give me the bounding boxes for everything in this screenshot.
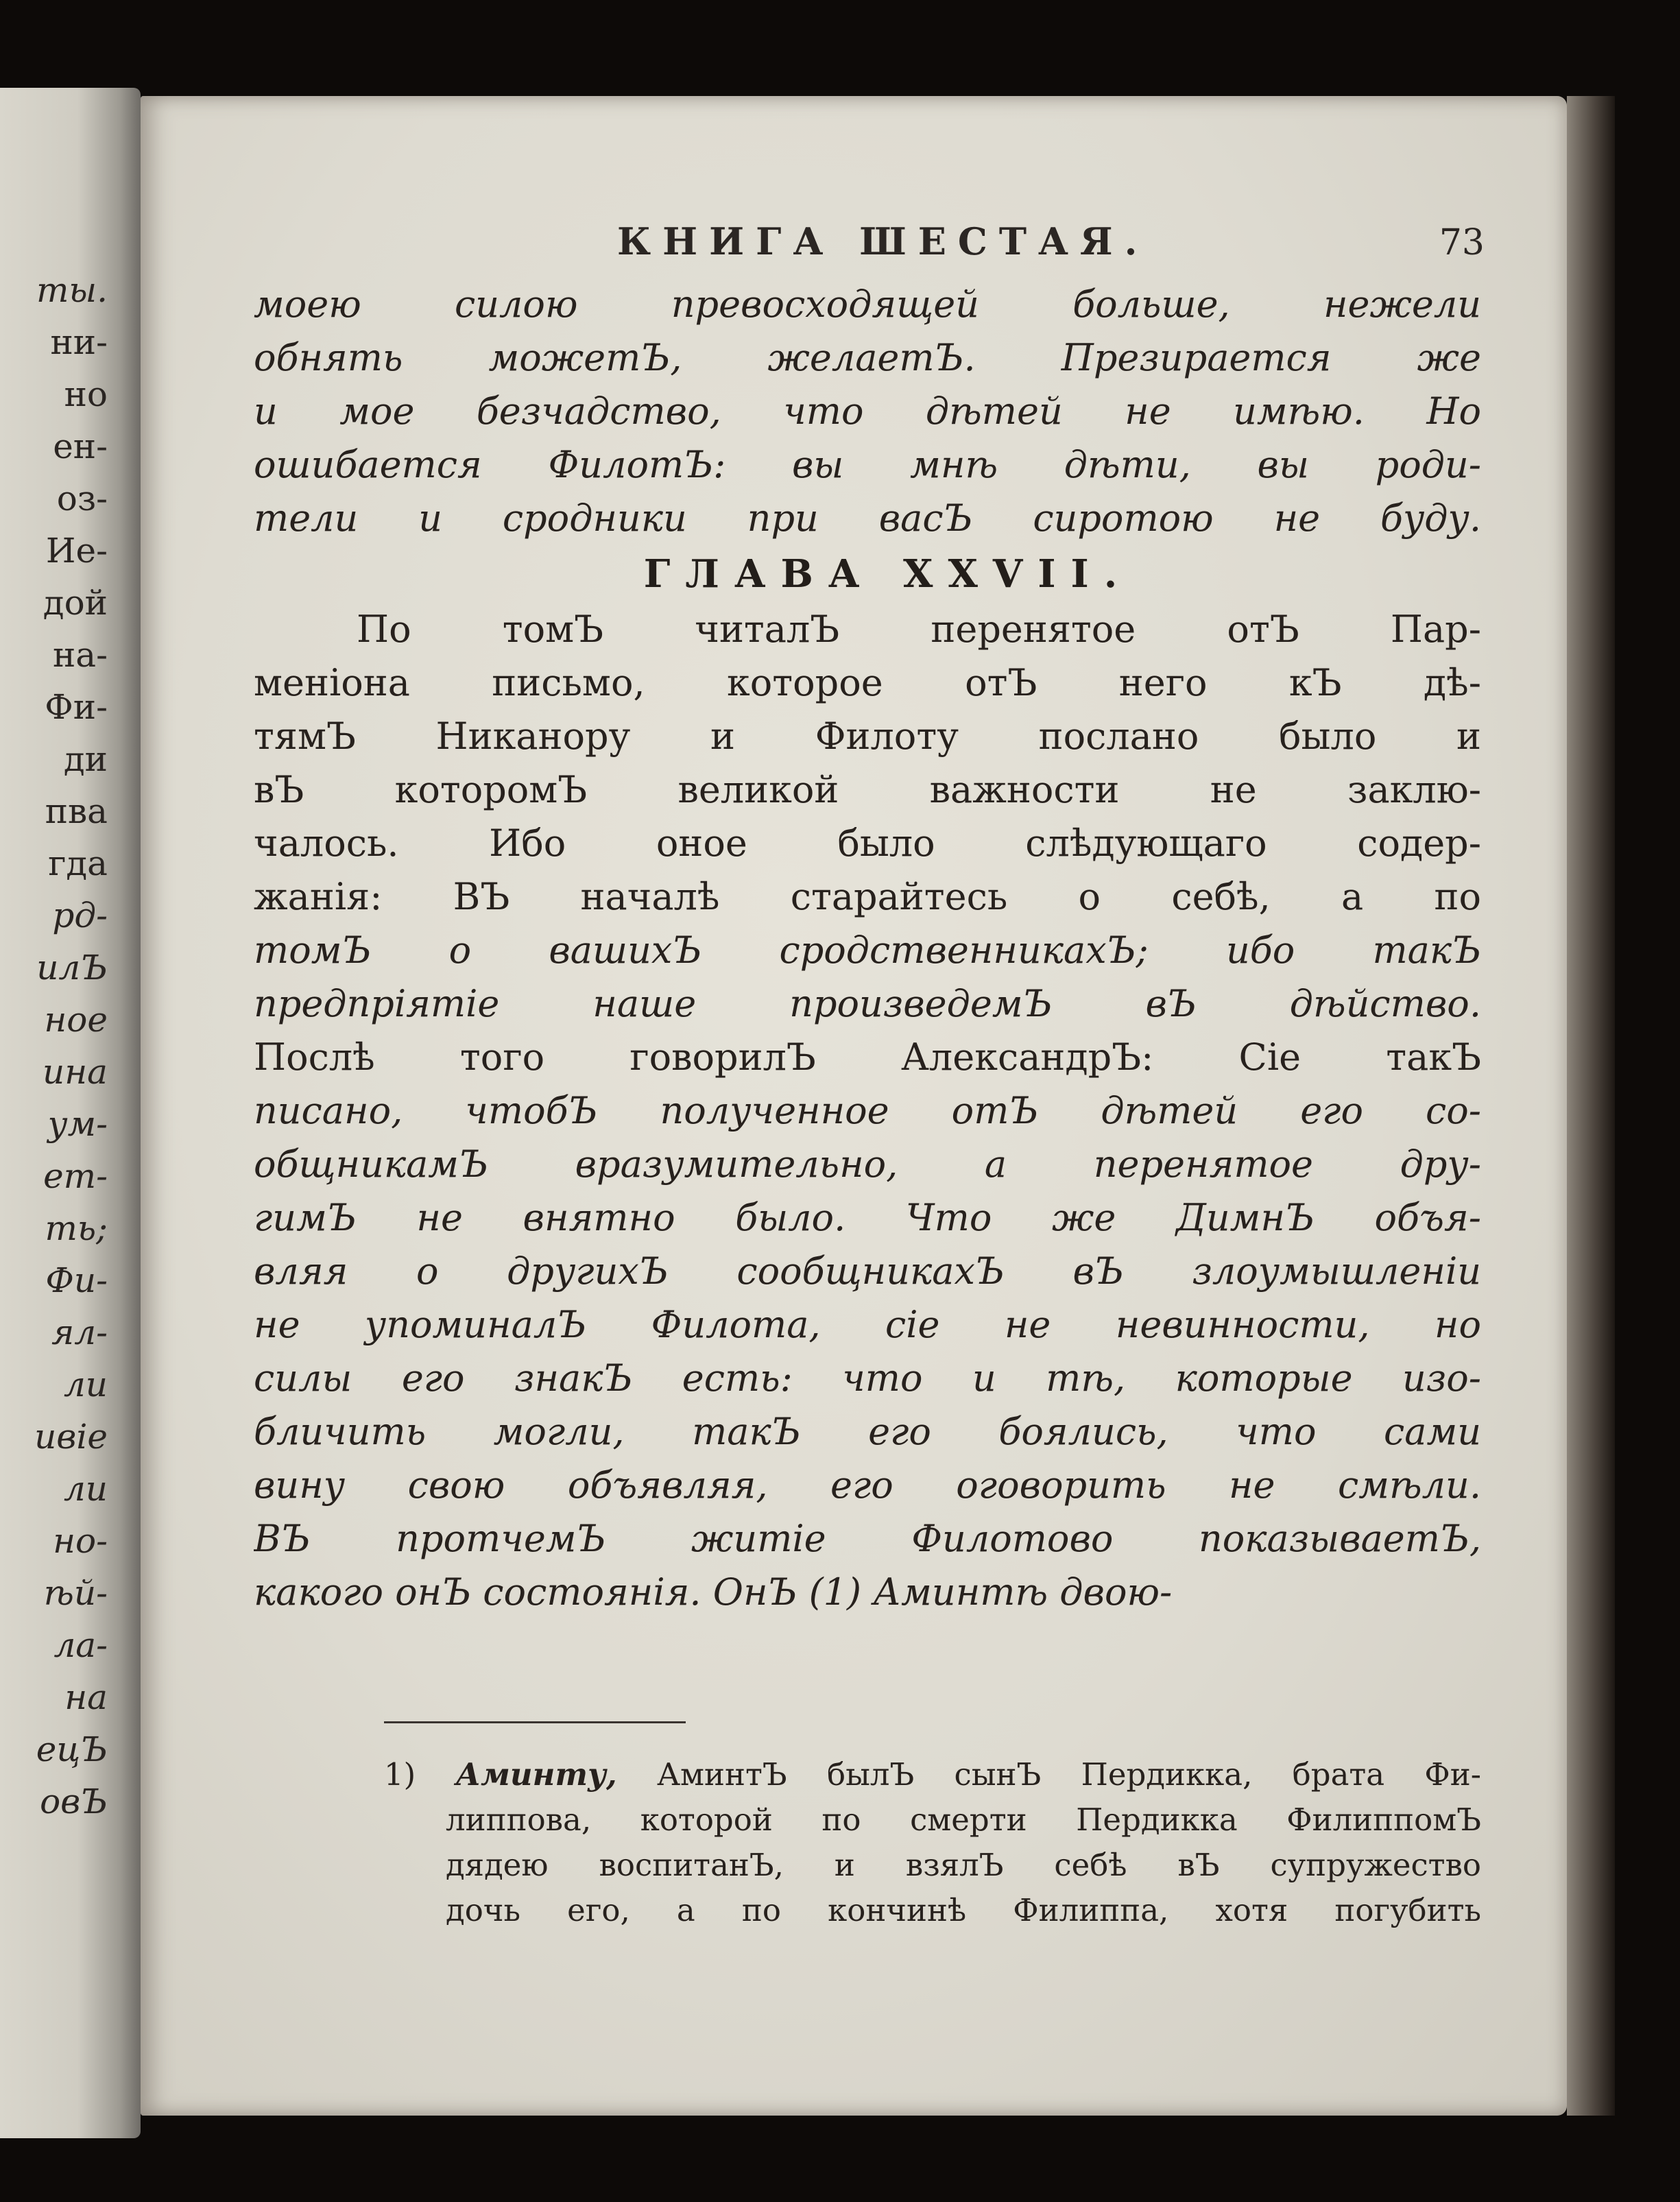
text-line: томЪ о вашихЪ сродственникахЪ; ибо такЪ bbox=[254, 929, 1481, 972]
left-fragment: илЪ bbox=[36, 948, 108, 988]
left-fragment: рд- bbox=[52, 896, 108, 935]
text-line: жанія: ВЪ началѣ старайтесь о себѣ, а по bbox=[254, 875, 1481, 918]
left-fragment: ецЪ bbox=[36, 1730, 108, 1769]
page-header bbox=[374, 219, 1485, 274]
left-fragment: ди bbox=[63, 739, 108, 779]
text-line: вЪ которомЪ великой важности не заклю- bbox=[254, 768, 1481, 811]
left-fragment: ть; bbox=[45, 1208, 108, 1248]
left-fragment: ли bbox=[63, 1365, 108, 1404]
footnote-line: дочь его, а по кончинѣ Филиппа, хотя погубить bbox=[446, 1892, 1481, 1928]
left-fragment: дой bbox=[43, 583, 108, 623]
running-head: КНИГА ШЕСТАЯ. bbox=[617, 219, 1149, 263]
text-line: и мое безчадство, что дѣтей не имѣю. Но bbox=[254, 390, 1481, 433]
text-line: тели и сродники при васЪ сиротою не буду. bbox=[254, 496, 1481, 540]
left-fragment: Фи- bbox=[45, 687, 108, 727]
footnote-ref-word: Аминту, bbox=[455, 1756, 617, 1793]
footnote-text: АминтЪ былЪ сынЪ Пердикка, брата Фи- bbox=[656, 1756, 1481, 1793]
text-line: моею силою превосходящей больше, нежели bbox=[254, 283, 1481, 326]
book-page bbox=[141, 96, 1567, 2116]
left-fragment: оз- bbox=[56, 479, 108, 518]
text-line: писано, чтобЪ полученное отЪ дѣтей его со- bbox=[254, 1089, 1481, 1132]
text-line: какого онЪ состоянія. ОнЪ (1) Аминтѣ двою- bbox=[254, 1570, 1173, 1614]
left-fragment: овЪ bbox=[40, 1782, 108, 1821]
left-facing-page bbox=[0, 88, 141, 2138]
left-fragment: но bbox=[64, 374, 108, 414]
left-fragment: ни- bbox=[50, 322, 108, 362]
text-line: тямЪ Никанору и Филоту послано было и bbox=[254, 715, 1481, 758]
left-fragment: ен- bbox=[53, 427, 108, 466]
text-line: Послѣ того говорилЪ АлександрЪ: Сіе такЪ bbox=[254, 1036, 1481, 1079]
text-line: По томЪ читалЪ перенятое отЪ Пар- bbox=[357, 608, 1481, 651]
text-line: силы его знакЪ есть: что и тѣ, которые изо- bbox=[254, 1356, 1481, 1400]
footnote-line bbox=[384, 1752, 1481, 1797]
left-fragment: гда bbox=[48, 843, 108, 883]
footnote-line: липпова, которой по смерти Пердикка ФилиппомЪ bbox=[446, 1802, 1481, 1838]
left-fragment: ное bbox=[44, 1000, 108, 1040]
page-number: 73 bbox=[1439, 222, 1485, 263]
left-fragment: ет- bbox=[43, 1156, 108, 1196]
page-body bbox=[254, 278, 1481, 1619]
left-fragment: Ие- bbox=[45, 531, 108, 571]
left-fragment: ла- bbox=[53, 1625, 108, 1665]
left-fragment: на bbox=[64, 1677, 108, 1717]
left-fragment: но- bbox=[53, 1521, 108, 1561]
text-line: вляя о другихЪ сообщникахЪ вЪ злоумышленіи bbox=[254, 1249, 1481, 1293]
text-line: ВЪ протчемЪ житіе Филотово показываетЪ, bbox=[254, 1517, 1481, 1560]
text-line: чалось. Ибо оное было слѣдующаго содер- bbox=[254, 822, 1481, 865]
left-fragment: ты. bbox=[36, 270, 108, 310]
footnote-line: дядею воспитанЪ, и взялЪ себѣ вЪ супружество bbox=[446, 1847, 1481, 1883]
text-line: обнять можетЪ, желаетЪ. Презирается же bbox=[254, 336, 1481, 379]
text-line: предпріятіе наше произведемЪ вЪ дѣйство. bbox=[254, 982, 1481, 1025]
left-fragment: на- bbox=[52, 635, 108, 675]
text-line: ошибается ФилотЪ: вы мнѣ дѣти, вы роди- bbox=[254, 443, 1481, 486]
footnote bbox=[384, 1752, 1481, 1933]
chapter-heading: ГЛАВА XXVII. bbox=[643, 551, 1133, 597]
text-line: меніона письмо, которое отЪ него кЪ дѣ- bbox=[254, 661, 1481, 704]
text-line: бличить могли, такЪ его боялись, что сами bbox=[254, 1410, 1481, 1453]
page-edge-shadow bbox=[1567, 96, 1615, 2116]
left-fragment: пва bbox=[45, 791, 108, 831]
text-line: общникамЪ вразумительно, а перенятое дру- bbox=[254, 1142, 1481, 1186]
text-line: гимЪ не внятно было. Что же ДимнЪ объя- bbox=[254, 1196, 1481, 1239]
text-line: не упоминалЪ Филота, сіе не невинности, но bbox=[254, 1303, 1481, 1346]
left-fragment: ял- bbox=[51, 1313, 108, 1352]
left-fragment: ли bbox=[63, 1469, 108, 1509]
left-fragment: ивіе bbox=[34, 1417, 108, 1457]
left-fragment: ина bbox=[43, 1052, 108, 1092]
footnote-marker: 1) bbox=[384, 1756, 416, 1793]
left-fragment: ум- bbox=[47, 1104, 108, 1144]
left-fragment: ѣй- bbox=[43, 1573, 108, 1613]
text-line: вину свою объявляя, его оговорить не смѣли. bbox=[254, 1463, 1481, 1507]
footnote-rule bbox=[384, 1721, 686, 1723]
left-fragment: Фи- bbox=[45, 1260, 108, 1300]
